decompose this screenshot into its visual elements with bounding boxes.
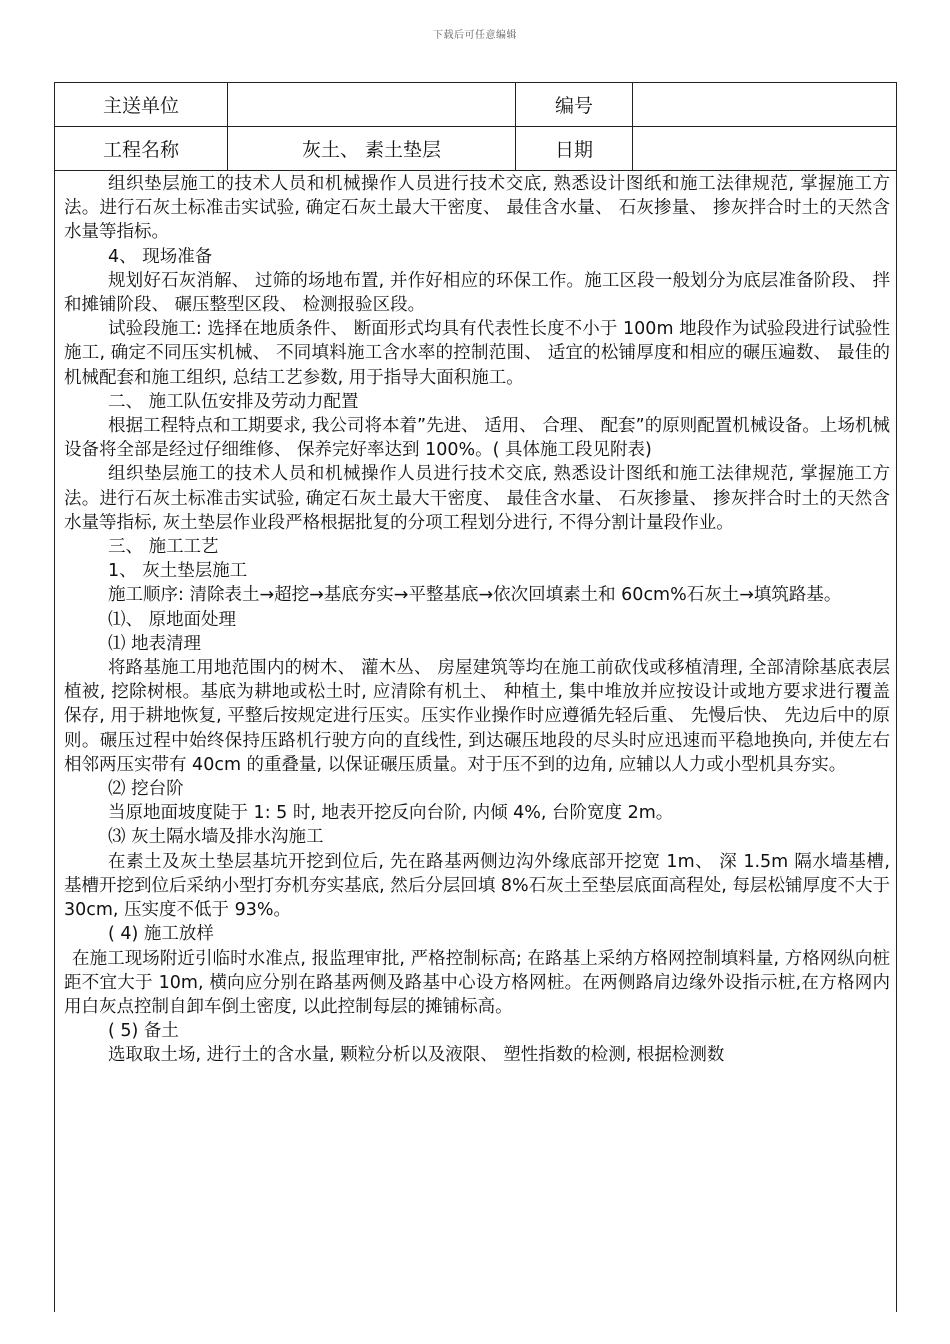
paragraph: 组织垫层施工的技术人员和机械操作人员进行技术交底, 熟悉设计图纸和施工法律规范, 掌握施工方法。进行石灰土标准击实试验, 确定石灰土最大干密度、 最佳含水量、 石灰掺量、 掺灰拌合时土的天然含水量等指标, 灰土垫层作业段严格根据批复的分项工程划分进行, 不得分割计量段作业。 [64,464,890,533]
header-note: 下载后可任意编辑 [433,30,517,41]
section-heading: ⑵ 挖台阶 [108,779,184,800]
paragraph: 根据工程特点和工期要求, 我公司将本着”先进、 适用、 合理、 配套”的原则配置机械设备。上场机械设备将全部是经过仔细维修、 保养完好率达到 100%。( 具体施工段见附表) [64,416,890,461]
value-date [633,127,897,171]
paragraph: 选取取土场, 进行土的含水量, 颗粒分析以及液限、 塑性指数的检测, 根据检测数 [108,1045,725,1066]
paragraph: 试验段施工: 选择在地质条件、 断面形式均具有代表性长度不小于 100m 地段作为试验段进行试验性施工, 确定不同压实机械、 不同填料施工含水率的控制范围、 适宜的松铺厚度和相应的碾压遍数、 最佳的机械配套和施工组织, 总结工艺参数, 用于指导大面积施工。 [64,319,890,388]
label-project-name: 工程名称 [55,127,228,171]
label-date: 日期 [516,127,633,171]
section-heading: ( 5) 备土 [108,1021,179,1042]
section-heading: 4、 现场准备 [108,246,213,267]
label-number: 编号 [516,83,633,127]
document-body [64,172,890,1068]
paragraph: 施工顺序: 清除表土→超挖→基底夯实→平整基底→依次回填素土和 60cm%石灰土→填筑路基。 [108,585,842,606]
section-heading: 1、 灰土垫层施工 [108,561,248,582]
section-heading: ( 4) 施工放样 [108,924,214,945]
paragraph: 规划好石灰消解、 过筛的场地布置, 并作好相应的环保工作。施工区段一般划分为底层准备阶段、 拌和摊铺阶段、 碾压整型区段、 检测报验区段。 [64,270,890,316]
paragraph: 当原地面坡度陡于 1: 5 时, 地表开挖反向台阶, 内倾 4%, 台阶宽度 2m。 [108,803,674,824]
table-row [55,83,897,127]
section-heading: ⑴ 地表清理 [108,633,202,654]
section-heading: ⑴、 原地面处理 [108,609,237,630]
value-recipient [228,83,516,127]
label-recipient: 主送单位 [55,83,228,127]
section-heading: 二、 施工队伍安排及劳动力配置 [108,391,359,412]
info-table [54,82,897,171]
section-heading: ⑶ 灰土隔水墙及排水沟施工 [108,827,324,848]
value-number [633,83,897,127]
value-project-name: 灰土、 素土垫层 [228,127,516,171]
table-row [55,127,897,171]
paragraph: 将路基施工用地范围内的树木、 灌木丛、 房屋建筑等均在施工前砍伐或移植清理, 全部清除基底表层植被, 挖除树根。基底为耕地或松土时, 应清除有机土、 种植土, 集中堆放并应按设计或地方要求进行覆盖保存, 用于耕地恢复, 平整后按规定进行压实。压实作业操作时应遵循先轻后重、 先慢后快、 先边后中的原则。碾压过程中始终保持压路机行驶方向的直线性, 到达碾压地段的尽头时应迅速而平稳地换向, 并使左右相邻两压实带有 40cm 的重叠量, 以保证碾压质量。对于压不到的边角, 应辅以人力或小型机具夯实。 [64,658,890,775]
paragraph: 组织垫层施工的技术人员和机械操作人员进行技术交底, 熟悉设计图纸和施工法律规范, 掌握施工方法。进行石灰土标准击实试验, 确定石灰土最大干密度、 最佳含水量、 石灰掺量、 掺灰拌合时土的天然含水量等指标。 [64,174,890,243]
section-heading: 三、 施工工艺 [108,537,219,558]
paragraph: 在素土及灰土垫层基坑开挖到位后, 先在路基两侧边沟外缘底部开挖宽 1m、 深 1.5m 隔水墙基槽, 基槽开挖到位后采纳小型打夯机夯实基底, 然后分层回填 8%石灰土至垫层底面高程处, 每层松铺厚度不大于 30cm, 压实度不低于 93%。 [64,851,890,921]
paragraph: 在施工现场附近引临时水准点, 报监理审批, 严格控制标高; 在路基上采纳方格网控制填料量, 方格网纵向桩距不宜大于 10m, 横向应分别在路基两侧及路基中心设方格网桩。在两侧路肩边缘外设指示桩,在方格网内用白灰点控制自卸车倒土密度, 以此控制每层的摊铺标高。 [64,948,890,1017]
